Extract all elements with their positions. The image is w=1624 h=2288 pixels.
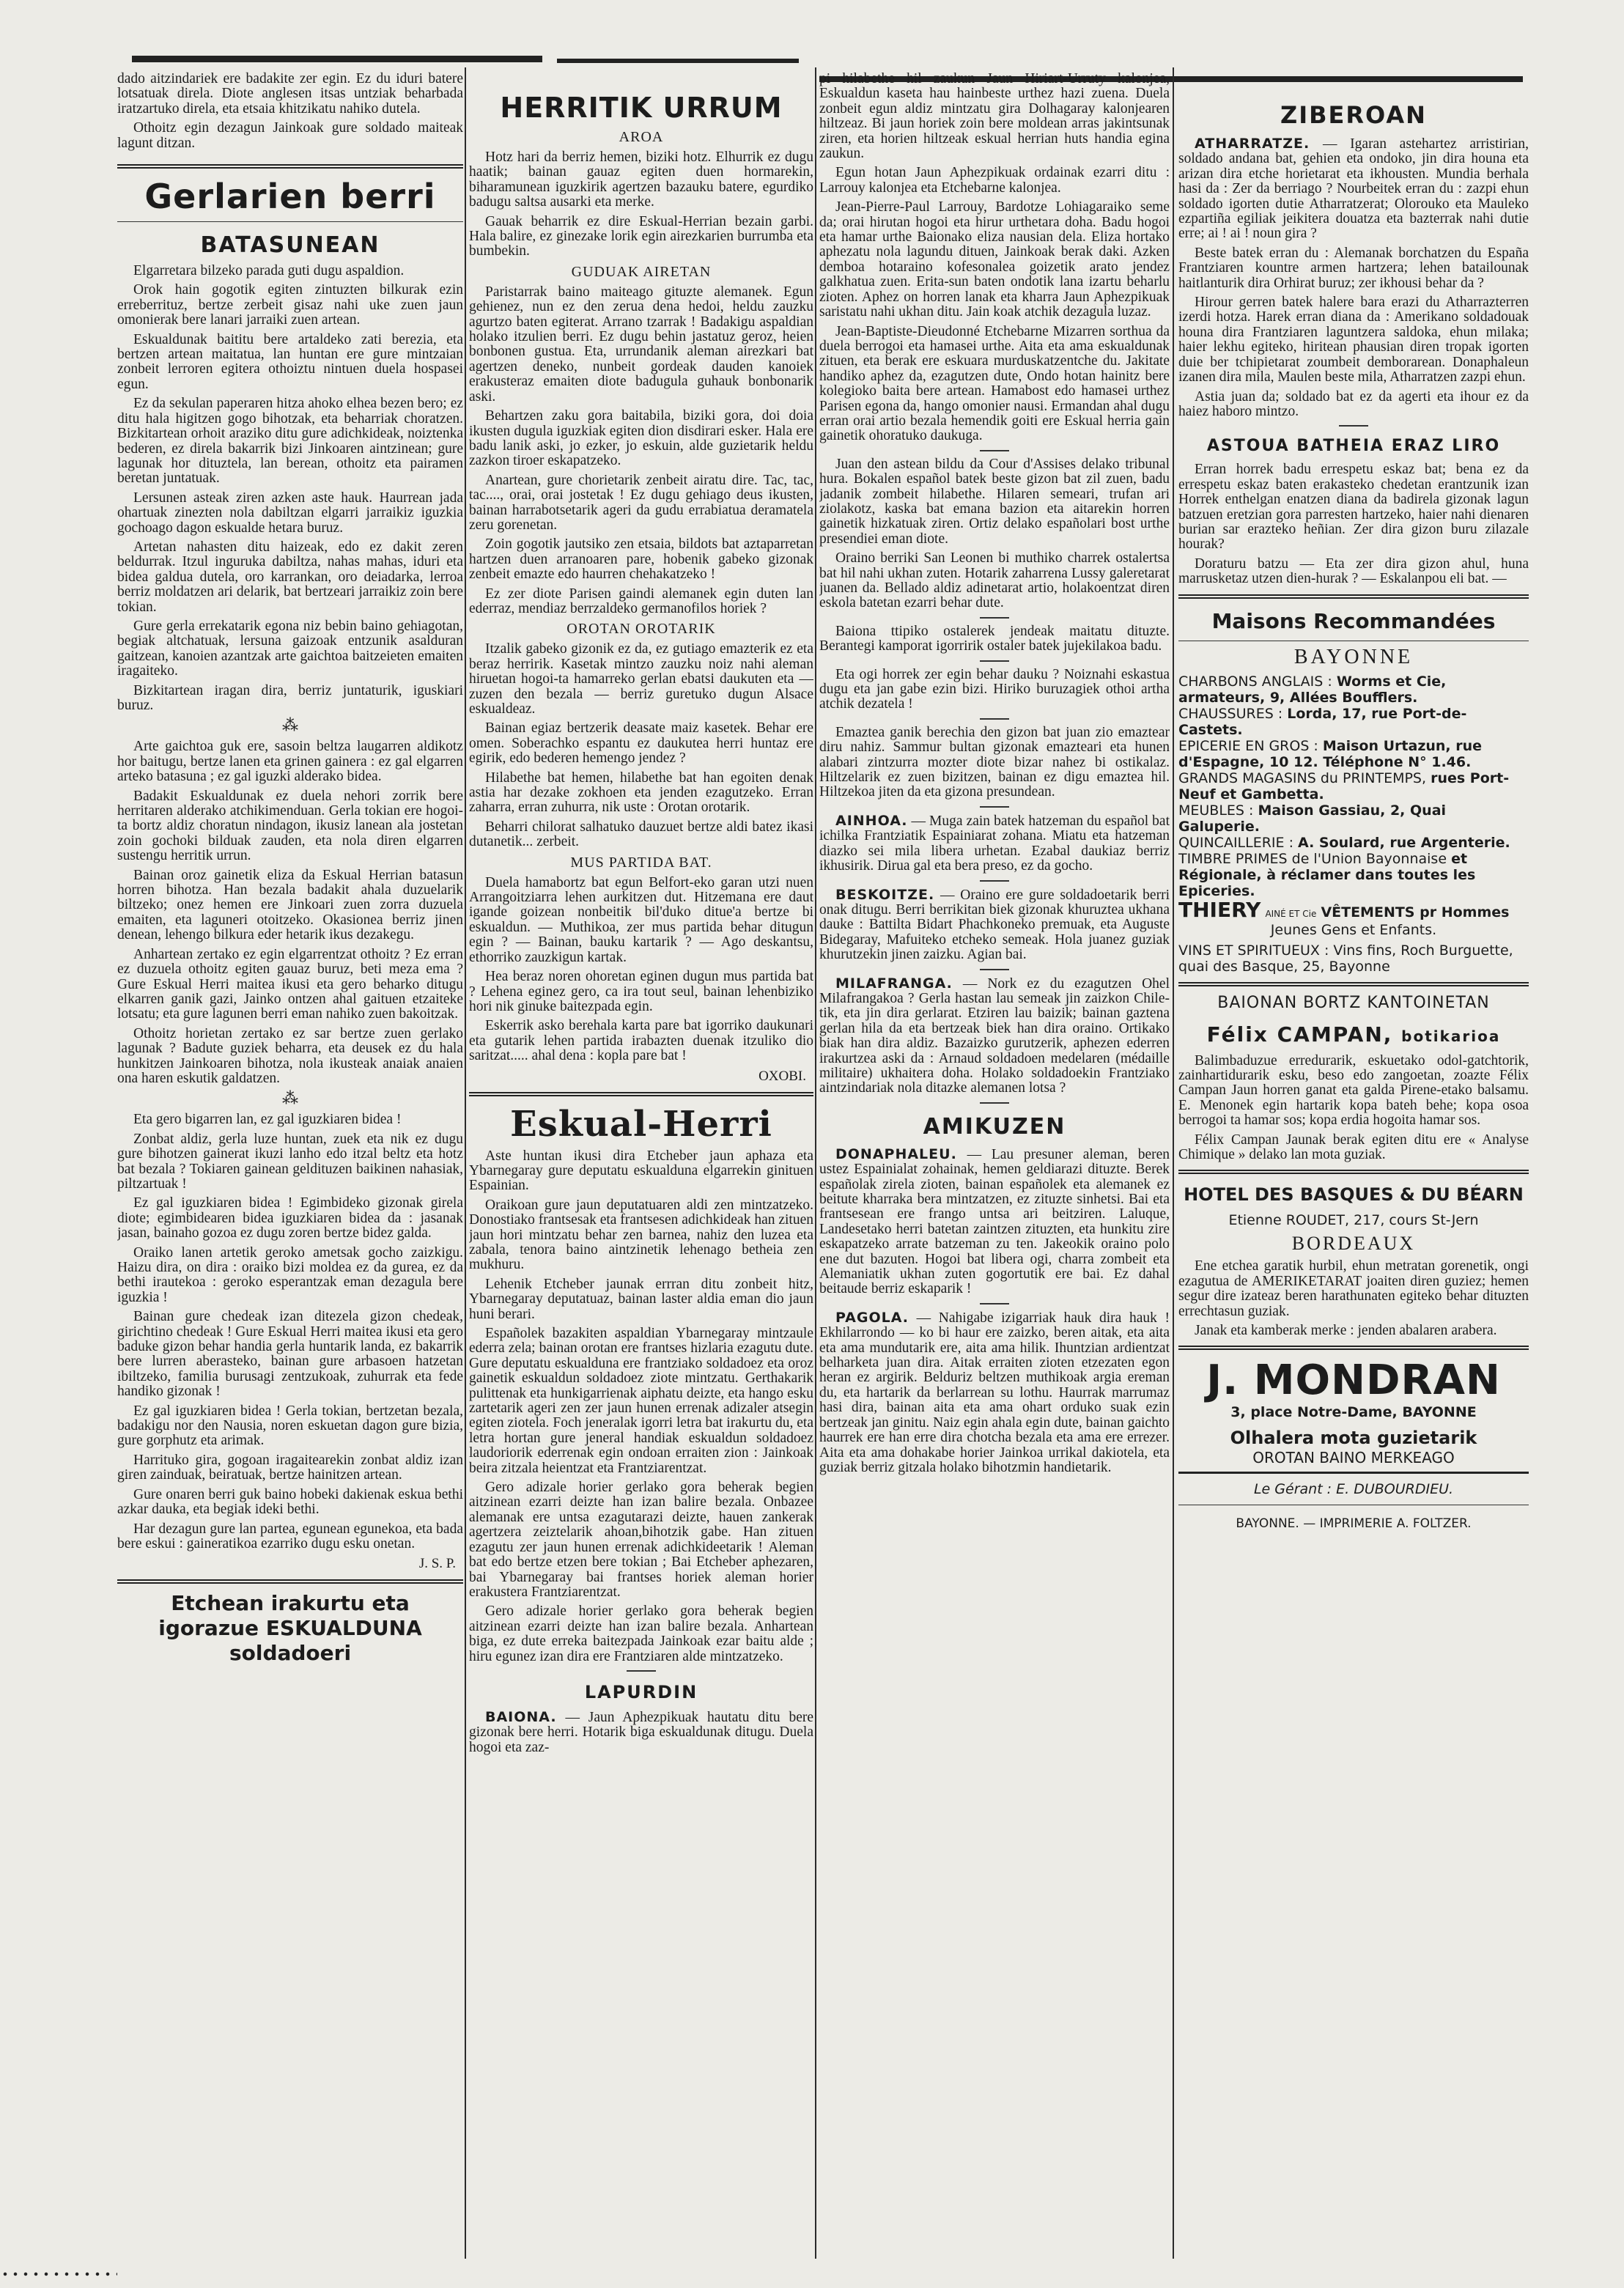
article-text: — Oraino ere gure soldadoetarik berri onak ditugu. Berri berrikitan biek gizonak khuruztea ukhana dauke : Battilta Bidart Phachkoneko premuak, eta Auguste Bidegaray, Mafuiteko etcheko semeak. Hola juanez guziak khurutzekin jinen zaizku. Agian bai. bbox=[819, 887, 1170, 963]
campan-header bbox=[1178, 1022, 1529, 1047]
section-dash bbox=[980, 806, 1009, 808]
article-paragraph: Othoitz horietan zertako ez sar bertze zuen gerlako lagunak ? Badute guziek beharra, eta deusek ez du hala hunkitzen Jainkoaren bihotza, nola ikusteak anaiak anaien ona haren eskutik galdatzen. bbox=[117, 1025, 463, 1086]
section-dash bbox=[980, 660, 1009, 662]
article-paragraph: Aste huntan ikusi dira Etcheber jaun aphaza eta Ybarnegaray gure deputatu eskualduna elgarrekin ginituen Espainian. bbox=[469, 1148, 813, 1194]
ad-label: QUINCAILLERIE : bbox=[1178, 834, 1293, 851]
ad-value: et Régionale, à réclamer dans toutes les Epiceries. bbox=[1178, 850, 1476, 899]
hotel-address: Etienne ROUDET, 217, cours St-Jern bbox=[1228, 1212, 1479, 1229]
section-dash bbox=[980, 1303, 1009, 1304]
aroa-title: AROA bbox=[619, 129, 664, 145]
section-rule bbox=[1178, 982, 1529, 986]
section-rule bbox=[1178, 1346, 1529, 1350]
campan-role: botikarioa bbox=[1401, 1027, 1501, 1045]
article-paragraph: Beste batek erran du : Alemanak borchatzen du España Frantziaren kountre armen hartzera; lehen batailounak haitlanturik dira Orhirat buruz; zer ikhousi behar da ? bbox=[1178, 245, 1529, 291]
article-paragraph: Behartzen zaku gora baitabila, biziki gora, doi doia ikusten dugula iguzkiak egiten dion disdirari esker. Hala ere badu lanik aski, jo ezker, jo eskuin, alde guzietarik heldu zazkon tiroer eskapatzeko. bbox=[469, 408, 813, 469]
article-paragraph: Har dezagun gure lan partea, egunean egunekoa, eta bada bere eskui : gaineratikoa ezarriko dugu esku onetan. bbox=[117, 1521, 463, 1551]
thiery-line: VÊTEMENTS pr Hommes bbox=[1321, 904, 1510, 920]
ad-value: Lorda, 17, rue Port-de-Castets. bbox=[1178, 705, 1467, 738]
article-paragraph: Ez da sekulan paperaren hitza ahoko elhea bezen bero; ez ditu hala higitzen gogo bihotzak, eta beharriak choratzen. Bizkitartean orhoit araziko ditu gure adichkideak, noiztenka bederen, ez direla bakarrik bizi Jinkoaren aintzinean; gure lagunak hor dituztela, lan berean, othoitz eta pairamen beretan juntatuak. bbox=[117, 396, 463, 487]
ad-item: VINS ET SPIRITUEUX : Vins fins, Roch Burguette, quai des Basque, 25, Bayonne bbox=[1178, 942, 1513, 975]
article-paragraph: Gero adizale horier gerlako gora beherak begien aitzinean ezarri deizte han izan balire bezala. Anhartean biga, ez dute erreka baitezpada Jainkoak ezar baitu alde ; hiru egunez izan dira ere Frantziaren alde mintzatzeko. bbox=[469, 1604, 813, 1664]
article-paragraph bbox=[819, 1147, 1170, 1297]
ad-value: rues Port-Neuf et Gambetta. bbox=[1178, 770, 1510, 802]
place-name: BESKOITZE. bbox=[835, 886, 935, 903]
section-rule bbox=[1178, 594, 1529, 599]
ad-label: MEUBLES : bbox=[1178, 802, 1254, 819]
place-name: DONAPHALEU. bbox=[835, 1145, 957, 1162]
article-paragraph: Orok hain gogotik egiten zintuzten bilkurak ezin erreberrituz, bertze zerbeit gisaz nahi uke zuen jaun omonierak bere lanari jarraiki zuen artean. bbox=[117, 282, 463, 328]
gerlarien-title: Gerlarien berri bbox=[144, 177, 436, 217]
ad-item bbox=[1178, 802, 1529, 835]
ad-value: Worms et Cie, armateurs, 9, Allées Boufflers. bbox=[1178, 673, 1447, 706]
column-3 bbox=[819, 72, 1170, 2263]
article-paragraph bbox=[469, 1710, 813, 1755]
section-dash bbox=[980, 880, 1009, 882]
article-paragraph bbox=[819, 1310, 1170, 1475]
top-rule bbox=[132, 56, 542, 62]
ad-value: A. Soulard, rue Argenterie. bbox=[1298, 834, 1510, 851]
article-signature: J. S. P. bbox=[418, 1556, 456, 1572]
section-dash bbox=[627, 1670, 656, 1672]
section-dash bbox=[980, 969, 1009, 970]
article-text: — Jaun Aphezpikuak hautatu ditu bere gizonak bere herri. Hotarik biga eskualdunak ditugu. Duela hogoi eta zaz- bbox=[469, 1709, 813, 1755]
column-divider bbox=[465, 67, 466, 2259]
article-paragraph: Zonbat aldiz, gerla luze huntan, zuek eta nik ez dugu gure bihotzen gainerat ikuzi lanho edo itzal beltz eta hotz bat bezala ? Tokiaren gainean geldituzen baikinen nahasiak, piltzartuak ! bbox=[117, 1131, 463, 1192]
article-paragraph: Duela hamabortz bat egun Belfort-eko garan utzi nuen Arrangoitziarra lehen aurkitzen dut. Hitzemana ere daut igande goizean nonbeitik bil'duko ditue'a bertze bi eskualdun. — Muthikoa, zer mus partida behar ditugun egin ? — Bainan, bauku kartarik ? — Ago deskantsu, ethorriko zauzkigun kartak. bbox=[469, 874, 813, 965]
article-paragraph: Hilabethe bat hemen, hilabethe bat han egoiten denak astia har dezake zokhoen eta jenden ezagutzeko. Erran zaharra, erran zuhurra, nik uste : Orotan orotarik. bbox=[469, 770, 813, 816]
section-dash bbox=[980, 718, 1009, 720]
article-paragraph: Bainan oroz gainetik eliza da Eskual Herrian batasun horren bihotza. Han bezala badakit ahala duzuelarik biltzeko; onez hemen ere Jinkoari zuen zorra duzuela emaiten, eta laguneri otoitzeko. Okasionea berriz jinen denean, lehengo bilkura eder hetarik ikus dezakegu. bbox=[117, 867, 463, 943]
place-name: BAIONA. bbox=[485, 1708, 557, 1725]
asterism-ornament: ⁂ bbox=[282, 1090, 298, 1109]
article-paragraph: Anartean, gure chorietarik zenbeit airatu dire. Tac, tac, tac...., orai, orai jostetak ! Ez dugu gehiago deus ikusten, bainan harrabotsetarik ageri da gudu errabiatua deramatela zeru gorenetan. bbox=[469, 472, 813, 533]
thiery-sup: AINÉ ET Cie bbox=[1265, 908, 1317, 919]
article-paragraph: Eta gero bigarren lan, ez gal iguzkiaren bidea ! bbox=[133, 1112, 402, 1128]
hotel-text: Ene etchea garatik hurbil, ehun metratan gorenetik, ongi ezagutua de AMERIKETARAT joaiten diren guziez; hemen segur dire izateaz beren harathunaten egiteko behar dituzten errechtasun guziak. bbox=[1178, 1258, 1529, 1319]
article-paragraph bbox=[819, 813, 1170, 874]
column-4 bbox=[1178, 72, 1529, 2263]
promo-line: Etchean irakurtu eta bbox=[171, 1591, 410, 1616]
section-dash bbox=[1339, 425, 1368, 427]
article-paragraph: Anhartean zertako ez egin elgarrentzat othoitz ? Ez erran ez duzuela othoitz egiten gauaz buruz, beti meza ema ? Gure Eskual Herri maitea ikusi eta gero beharko ditugu elkarren ganik gazi, Jainko ontzen ahal gaituen etzaiteke lotsatu; eta gure lagunen berri eman nahiko zuen bakoitzak. bbox=[117, 946, 463, 1022]
article-paragraph: Baiona ttipiko ostalerek jendeak maitatu dituzte. Berantegi kamporat igorririk ostaler batek jujekilakoa badu. bbox=[819, 623, 1170, 654]
ad-item bbox=[1178, 706, 1529, 738]
ad-item bbox=[1178, 674, 1529, 706]
lapurdin-title: LAPURDIN bbox=[584, 1681, 698, 1702]
article-paragraph: Zoin gogotik jautsiko zen etsaia, bildots bat aztaparretan hartzen duen arranoaren pare, hobenik gabeko gizonak zenbeit emazte edo haurren chehakatzeko ! bbox=[469, 536, 813, 583]
article-paragraph: Itzalik gabeko gizonik ez da, ez gutiago emazterik ez eta beraz herririk. Kasetak mintzo zauzku noiz nahi aleman hiruetan hogoi-ta hamarreko gerlan ebatsi daukuten eta — zuzen den bezala — berriz guretuko dugun Alsace eskualdeaz. bbox=[469, 641, 813, 717]
mondran-title: J. MONDRAN bbox=[1206, 1357, 1501, 1405]
ad-label: GRANDS MAGASINS du PRINTEMPS, bbox=[1178, 770, 1427, 786]
ziberoan-title: ZIBEROAN bbox=[1280, 101, 1427, 129]
promo-line: igorazue ESKUALDUNA bbox=[158, 1616, 422, 1641]
article-paragraph: Hotz hari da berriz hemen, biziki hotz. Elhurrik ez dugu haatik; bainan gauaz egiten duen hormarekin, biharamunean iguzkirik agertzen bazauku batere, egurdiko badugu saltsa ausarki eta merke. bbox=[469, 150, 813, 210]
promo-line: soldadoeri bbox=[229, 1641, 352, 1666]
article-paragraph: Jean-Pierre-Paul Larrouy, Bardotze Lohiagaraiko seme da; orai hirutan hogoi eta hirur urthetara doha. Badu hogoi eta hamar urthe Baionako eliza nausian dela. Eliza hortako aphezatu nola lagundu dituen, Jainkoak berak daki. Azken demboa hotaraino kofesonalea goizetik arato jendez galkhatua zuen. Erita-sun baten ondotik lana izartu beharlu zioten. Aphez on horren lanak eta kharra Jaun Aphezpikuak saristatu nahi ukhan ditu. Jain koak atchik dezagula luzaz. bbox=[819, 199, 1170, 320]
guduak-title: GUDUAK AIRETAN bbox=[571, 263, 712, 280]
orotan-title: OROTAN OROTARIK bbox=[566, 621, 716, 638]
article-paragraph: Harrituko gira, gogoan iragaitearekin zonbat aldiz izan giren zainduak, beiratuak, bertze hainitzen artean. bbox=[117, 1452, 463, 1483]
column-divider bbox=[815, 67, 816, 2259]
article-paragraph: Badakit Eskualdunak ez duela nehori zorrik bere herritaren alderako atchikimenduan. Gerla tokian ere hogoi-ta bortz aldiz choratun nindagon, ikusiz lanean ala jostetan zoin gochoki bilduak zauden, eta nola diren elgarren sustengu herritik urrun. bbox=[117, 788, 463, 864]
hotel-text: Janak eta kamberak merke : jenden abalaren arabera. bbox=[1195, 1323, 1497, 1339]
place-name: AINHOA. bbox=[835, 812, 908, 829]
article-paragraph: Oraikoan gure jaun deputatuaren aldi zen mintzatzeko. Donostiako frantsesak eta frantsesen adichkideak han zituen jaun hori mintzatu behar zen barnea, nahiz den luzea eta zabala, tenora baino aintzinetik lehenago betheia zen mukhuru. bbox=[469, 1197, 813, 1273]
article-text: — Igaran astehartez arristirian, soldado andana bat, gehien eta ondoko, jin dira houna eta arizan dira etche horietarat eta ikhousten. Mundia berhala hasi da : Zer da berriago ? Nourbeitek erran du : zazpi ehun soldado igorten dutie Atharratzerat; Olorouko eta Mauleko ezpartiña egiliak jeikitera douatza eta bazterrak nahi dutie erre; ai ! ai ! noun gira ? bbox=[1178, 136, 1529, 242]
article-paragraph: Egun hotan Jaun Aphezpikuak ordainak ezarri ditu : Larrouy kalonjea eta Etchebarne kalonjea. bbox=[819, 165, 1170, 196]
place-name: ATHARRATZE. bbox=[1195, 136, 1310, 152]
ad-value: Maison Urtazun, rue d'Espagne, 10 12. Téléphone N° 1.46. bbox=[1178, 737, 1483, 770]
maisons-title: Maisons Recommandées bbox=[1211, 608, 1496, 633]
mondran-line: Olhalera mota guzietarik bbox=[1230, 1428, 1477, 1449]
article-paragraph bbox=[819, 887, 1170, 963]
ad-item bbox=[1178, 738, 1529, 770]
gerant-line: Le Gérant : E. DUBOURDIEU. bbox=[1253, 1481, 1454, 1498]
article-paragraph: Emaztea ganik berechia den gizon bat juan zio emaztear diru nahiz. Sammur bultan gizonak emazteari eta hunen alabari zintzurra mozter diote bizar nahez bi ostikalaz. Hiltzelarik ez zuen bizitzen, bainan ez digu emaztea hil. Hiltzekoa jiten da eta gizona presundean. bbox=[819, 724, 1170, 800]
thiery-name: THIERY bbox=[1178, 897, 1261, 922]
section-rule bbox=[117, 1579, 463, 1584]
article-paragraph: Ez gal iguzkiaren bidea ! Gerla tokian, bertzetan bezala, badakigu nor den Nausia, noren eskuetan dagon gure bizia, gure gorphutz eta arimak. bbox=[117, 1403, 463, 1449]
mus-title: MUS PARTIDA BAT. bbox=[570, 854, 712, 871]
section-rule bbox=[1178, 1170, 1529, 1174]
article-text: — Nahigabe izigarriak hauk dira hauk ! Ekhilarrondo — ko bi haur ere zaizko, beren aitak, eta aita eta ama mundutarik ere, aita ama hilik. Ihuntzian ardientzat belharketa juan dira. Aitak erraiten zioten etzezaten egon heran ez argirik. Belduriz beltzen muthikoak argia ereman du, eta hartarik da berlarrean su lothu. Haurrak marrumaz hasi dira, bainan aita eta ama ohart orduko suak ezin bertzeak jan ginitu. Naiz egin ahala egin dute, bainan gaichto haurrek ere han erre dira chotcha bezala eta ama ere errezer. Aita eta ama dohakabe horier Jainkoa urrikal dakiotela, eta guziak berriz gitzala holako bihotzmin handietarik. bbox=[819, 1310, 1170, 1475]
article-paragraph: Artetan nahasten ditu haizeak, edo ez dakit zeren beldurrak. Itzul inguruka dabiltza, nahas mahas, iduri eta bidea galdua dutela, oro karrankan, oro deiadarka, lerroa berriz moldatzen ari delarik, bat bertzeari jarraikiz zoin bere tokian. bbox=[117, 539, 463, 615]
section-rule bbox=[117, 164, 463, 169]
place-name: MILAFRANGA. bbox=[835, 975, 953, 992]
article-text: — Muga zain batek hatzeman du español bat ichilka Frantziatik Espainiarat zohana. Miatu eta hatzeman diazko sei mila libera urhetan. Ezabal daukiaz berriz ikhusirik. Dirua gal eta bera preso, ez da gocho. bbox=[819, 813, 1170, 874]
article-paragraph: Españolek bazakiten aspaldian Ybarnegaray mintzaule ederra zela; bainan orotan ere frantses hizlaria ezagutu dute. Gure deputatu eskualduna ere frantziako soldadoez eta oroz gainetik eskualdun soldadoez ziote mintzatu. Gerthakarik pulittenak eta hunkigarrienak aiphatu deizte, eta hango esku zartetarik ageri zen zer jaun hunen errenak adizaler atsegin egiten ziotela. Foch jeneralak igorri letra bat irakurtu du, eta letra hortan gure jeneral handiak eskualdun soldadoez laudoriorik ederrenak egin ondoan erraiten zion : Jainkoak beira zitzala heientzat eta Frantziarentzat. bbox=[469, 1326, 813, 1476]
article-paragraph bbox=[819, 976, 1170, 1096]
ad-item bbox=[1178, 770, 1529, 802]
article-paragraph: Paristarrak baino maiteago gituzte alemanek. Egun gehienez, nun ez den zerua dena hedoi, heldu zauzku agurtzo baten egiterat. Arrano tzarrak ! Badakigu aspaldian holako itzulien berri. Ez dugu behin jastatuz geroz, heien bonbonen gustua. Eta, urrundanik aleman airezkari bat agertzen deneko, nunbeit gordeak dauden kanoiek erakusteraz emaiten diote badugula guhauk bonbonarik aski. bbox=[469, 284, 813, 405]
article-paragraph: Juan den astean bildu da Cour d'Assises delako tribunal hura. Bokalen español batek beste gizon bat zil zuen, badu jadanik zombeit hilabethe. Hilaren semeari, trufan ari ziolakotz, kaska bat emana bazion eta aitarekin horren gainetik hizkatuak ziren. Ortiz delako españolari bost urthe presendiei eman diote. bbox=[819, 456, 1170, 547]
column-2 bbox=[469, 72, 813, 2263]
article-paragraph: Doraturu batzu — Eta zer dira gizon ahul, huna marrusketaz utzen dien-hurak ? — Eskalanpou eli bat. — bbox=[1178, 556, 1529, 587]
section-rule bbox=[1178, 1472, 1529, 1474]
article-paragraph: Gauak beharrik ez dire Eskual-Herrian bezain garbi. Hala balire, ez ginezake lorik egin airezkarien burrumba eta bumbekin. bbox=[469, 213, 813, 259]
baionan-title: BAIONAN BORTZ KANTOINETAN bbox=[1217, 993, 1490, 1012]
intro-paragraph: Othoitz egin dezagun Jainkoak gure soldado maiteak lagunt ditzan. bbox=[117, 120, 463, 151]
article-paragraph: Gero adizale horier gerlako gora beherak begien aitzinean ezarri deizte han izan balire bezala. Onbazee alemanak ere untsa ezagutarazi deizte, hauen zankerak agertzera zeiztelarik ahoan,bihotzik gabe. Han zituen ezagutu zer jaun hunen errenak adichkideetarik ! Aleman bat edo bertze etzen bere tokian ; Bai Etcheber aphezaren, bai Ybarnegaray bai frantses horiek aleman horier erakustera Frantziarentzat. bbox=[469, 1480, 813, 1600]
ad-label: TIMBRE PRIMES de l'Union Bayonnaise bbox=[1178, 850, 1447, 867]
campan-text: Balimbaduzue erredurarik, eskuetako odol-gatchtorik, zainhartidurarik esku, beso edo zangoetan, zoazte Félix Campan Jaun horren ganat eta galda Pirene-etako balsamu. E. Menonek egin hartarik kopa bateh behe; kopa osoa berrogoi ta hamar sos; kopa erdia hogoita hamar sos. bbox=[1178, 1052, 1529, 1129]
ad-label: EPICERIE EN GROS : bbox=[1178, 737, 1318, 754]
article-paragraph: Astia juan da; soldado bat ez da agerti eta ihour ez da haiez haboro mintzo. bbox=[1178, 388, 1529, 419]
margin-perforation bbox=[0, 2272, 117, 2276]
ad-list bbox=[1178, 674, 1529, 975]
article-paragraph: Elgarretara bilzeko parada guti dugu aspaldion. bbox=[133, 263, 405, 279]
bordeaux-title: BORDEAUX bbox=[1291, 1233, 1416, 1255]
article-paragraph: Bainan egiaz bertzerik deasate maiz kasetek. Behar ere omen. Soberachko espantu ez daukutea herri huntaz ere egirik, edo bederen hemengo jendez ? bbox=[469, 720, 813, 767]
mondran-address: 3, place Notre-Dame, BAYONNE bbox=[1230, 1404, 1477, 1421]
printer-line: BAYONNE. — IMPRIMERIE A. FOLTZER. bbox=[1236, 1516, 1472, 1532]
thiery-line-2: Jeunes Gens et Enfants. bbox=[1270, 921, 1437, 938]
article-paragraph: Jean-Baptiste-Dieudonné Etchebarne Mizarren sorthua da duela berrogoi eta hamasei urthe. Aita eta ama eskualdunak zituen, eta berak ere eskuara murduskatzentche du. Jakitate handiko aphez da, ezagutzen dute, Ondo hotan hainitz bere kolegioko baita bere artean. Hamabost edo hamasei urthez Parisen egona da, hango omonier nausi. Ermandan ahal dugu erran orai artio bezala hemendik goiti ere Eskual herria gain gainetik ohoratuko daukuga. bbox=[819, 323, 1170, 444]
article-paragraph: Oraiko lanen artetik geroko ametsak gocho zaizkigu. Haizu dira, on dira : oraiko bizi moldea ez da gurea, ez da bethi irautekoa : geroko esperantzak eman dezagula bere iguzkia ! bbox=[117, 1244, 463, 1305]
article-paragraph: Erran horrek badu errespetu eskaz bat; bena ez da errespetu eskaz baten erakasteko chedetan erantzunik izan Horrek enthelgan enatzen diana da badirela gizonak lagun batzuen eretzian gora parresten hartzeko, haier nahi dienaren burian sar erazteko heñian. Zer dira gizon buru zilazale hourak? bbox=[1178, 462, 1529, 553]
article-paragraph: pi hilabethe hil zaukun Jaun Hiriart-Urruty kalonjea, Eskualdun kaseta hau hainbeste urthez hazi zuena. Duela zonbeit egun aldiz mintzatu gira Dolhagaray kalonjearen hiltzeaz. Bi jaun horiek zoin bere moldean arras jakintsunak ziren, eta horien hiltzeak eskual herrian huts handia egina zaukun. bbox=[819, 72, 1170, 162]
place-name: PAGOLA. bbox=[835, 1309, 909, 1326]
article-paragraph bbox=[1178, 136, 1529, 242]
column-1 bbox=[117, 72, 463, 2263]
article-paragraph: Eskualdunak baititu bere artaldeko zati berezia, eta bertzen artean maitatua, lan huntan ere gure mintzaian zonbeit lerroren egitera othoiztu nintuen duela hospasei egun. bbox=[117, 331, 463, 392]
hotel-title: HOTEL DES BASQUES & DU BÉARN bbox=[1184, 1184, 1524, 1206]
article-paragraph: Ez zer diote Parisen gaindi alemanek egin duten lan ederraz, mendiaz berrzaldeko germanofilos horiek ? bbox=[469, 586, 813, 616]
article-paragraph: Lersunen asteak ziren azken aste hauk. Haurrean jada ohartuak zinezten nola dabiltzan elgarri jarraikiz iguzkia gochoago dagon eskualde hetara buruz. bbox=[117, 490, 463, 536]
article-paragraph: Bizkitartean iragan dira, berriz juntaturik, iguskiari buruz. bbox=[117, 682, 463, 713]
astoua-title: ASTOUA BATHEIA ERAZ LIRO bbox=[1206, 437, 1501, 456]
article-paragraph: Gure gerla errekatarik egona niz bebin baino gehiagotan, begiak altchatuak, lersuna gaizoak entzunik asalduran gaitzean, kanoien azantzak arte gaichtoa baitzeieten emaiten iragaiteko. bbox=[117, 618, 463, 679]
campan-text: Félix Campan Jaunak berak egiten ditu ere « Analyse Chimique » delako lan mota guziak. bbox=[1178, 1132, 1529, 1162]
article-signature: OXOBI. bbox=[759, 1068, 806, 1084]
ad-label: CHARBONS ANGLAIS : bbox=[1178, 673, 1332, 690]
article-paragraph: Bainan gure chedeak izan ditezela gizon chedeak, girichtino chedeak ! Gure Eskual Herri maitea ikusi eta gero baduke gizon behar handia gerla huntarik landa, ez bakarrik bere lurren aberasteko, bainan gure arbasoen hatzetan ibiltzeko, familia burusagi zentzukoak, zuhurrak eta fede handiko gizonak ! bbox=[117, 1309, 463, 1400]
ad-item bbox=[1178, 835, 1529, 851]
article-paragraph: Beharri chilorat salhatuko dauzuet bertze aldi batez ikasi dutanetik... zerbeit. bbox=[469, 819, 813, 850]
ad-label: CHAUSSURES : bbox=[1178, 705, 1283, 722]
batasunean-title: BATASUNEAN bbox=[200, 232, 380, 259]
article-text: — Nork ez du ezagutzen Ohel Milafrangakoa ? Gerla hastan lau semeak jin zaizkon Chile-tik, eta jin dira gerlarat. Etziren lau baizik; bainan gaztena gerlan hila da eta bertzeak biek han dira oraino. Ortikako biak han dira aldiz. Bazaizko gurutzerik, aphezen ederren irakurtzea aski da : Arnaud soldadoen medelaren (médaille militaire) ukhaitera doha. Holako soldadoekin Frantziako aintzindariak nola ditazke alemanen lotsa ? bbox=[819, 975, 1170, 1096]
section-rule bbox=[469, 1092, 813, 1096]
article-paragraph: Gure onaren berri guk baino hobeki dakienak eskua bethi azkar dauka, eta begiak ideki bethi. bbox=[117, 1486, 463, 1518]
article-paragraph: Eskerrik asko berehala karta pare bat igorriko daukunari eta gutarik lehen partida irabazten duenak itzuliko dio saritzat..... ahal dena : kopla pare bat ! bbox=[469, 1018, 813, 1064]
amikuzen-title: AMIKUZEN bbox=[923, 1113, 1066, 1140]
section-dash bbox=[980, 450, 1009, 451]
asterism-ornament: ⁂ bbox=[282, 717, 298, 736]
thiery-ad bbox=[1178, 897, 1529, 922]
promo-box bbox=[117, 1591, 463, 1666]
article-paragraph: Lehenik Etcheber jaunak errran ditu zonbeit hitz, Ybarnegaray deputatuaz, bainan laster aldia eman dio jaun huni berari. bbox=[469, 1276, 813, 1322]
eskual-herri-title: Eskual-Herri bbox=[510, 1103, 772, 1145]
ad-value: Maison Gassiau, 2, Quai Galuperie. bbox=[1178, 802, 1447, 835]
article-paragraph: Hirour gerren batek halere bara erazi du Atharrazterren izerdi hotza. Harek erran diana da : Amerikano soldadouak houna dira Frantziaren laguntzera saldoka, ehun milaka; haier lekhu egiteko, hiritean phausian diren tropak igorten duie ber tchipietarat zoumbeit demborarean. Donaphaleun izanen dira mila, Maulen beste mila, Atharratzen zazpi ehun. bbox=[1178, 295, 1529, 385]
article-paragraph: Eta ogi horrek zer egin behar dauku ? Noiznahi eskastua dugu eta jan gabe ezin bizi. Hiriko buruzagiek othoi artha atchik dezatela ! bbox=[819, 666, 1170, 712]
article-text: — Lau presuner aleman, beren ustez Espainialat zohainak, hemen geldiarazi dituzte. Berek españolak zirela zioten, bainan españolek eta alemanek ez beitute kharraka bera mintzatzen, ez zituzte sinhetsi. Bai eta frantsesean ere frango untsa ari beitziren. Laluque, Landesetako herri batetan zaintzen zituzten, eta hunkitu zire eskapatzeko arrate batzeman zu ten. Jakeokik oraino polo ene dut bazuten. Hogoi bat libera ogi, charra zombeit eta Alemaniatik ukhan zuten gogortutik ere bai. Ez dahal beitaude berriz eskaparik ! bbox=[819, 1146, 1170, 1297]
column-divider bbox=[1173, 67, 1174, 2259]
intro-paragraph: dado aitzindariek ere badakite zer egin. Ez du iduri batere lotsatuak direla. Diote anglesen itsas untziak beharbada iratzartuko direla, eta etsaia khitzikatu nahiko dutela. bbox=[117, 72, 463, 117]
mondran-line: OROTAN BAINO MERKEAGO bbox=[1252, 1449, 1455, 1467]
campan-name: Félix CAMPAN, bbox=[1206, 1022, 1393, 1047]
ad-item bbox=[1178, 851, 1529, 899]
herritik-title: HERRITIK URRUM bbox=[500, 92, 783, 124]
article-paragraph: Hea beraz noren ohoretan eginen dugun mus partida bat ? Lehena eginez gero, ca ira tout seul, bainan lehenbiziko hori nik ginuke baitezpada egin. bbox=[469, 969, 813, 1014]
article-paragraph: Arte gaichtoa guk ere, sasoin beltza laugarren aldikotz hor baitugu, bertze lanen eta grinen gainera : ez gal elgarren arteko batasuna ; ez gal iguzki alderako bidea. bbox=[117, 739, 463, 785]
top-rule bbox=[557, 59, 799, 63]
article-paragraph: Oraino berriki San Leonen bi muthiko charrek ostalertsa bat hil nahi ukhan zuten. Hotarik zaharrena Lussy galeretarat juanen da. Bellado aldiz adinetarat artio, holakoentzat diren eskola batetan ezarri behar dute. bbox=[819, 550, 1170, 611]
section-rule bbox=[117, 221, 463, 222]
bayonne-title: BAYONNE bbox=[1293, 645, 1414, 668]
section-dash bbox=[980, 1102, 1009, 1104]
section-dash bbox=[980, 617, 1009, 619]
article-paragraph: Ez gal iguzkiaren bidea ! Egimbideko gizonak girela diote; egimbidearen bidea iguzkiaren bidea da : jasanak jasan, bainaho gozoa ez dugu zoren bertze bidez galda. bbox=[117, 1195, 463, 1241]
